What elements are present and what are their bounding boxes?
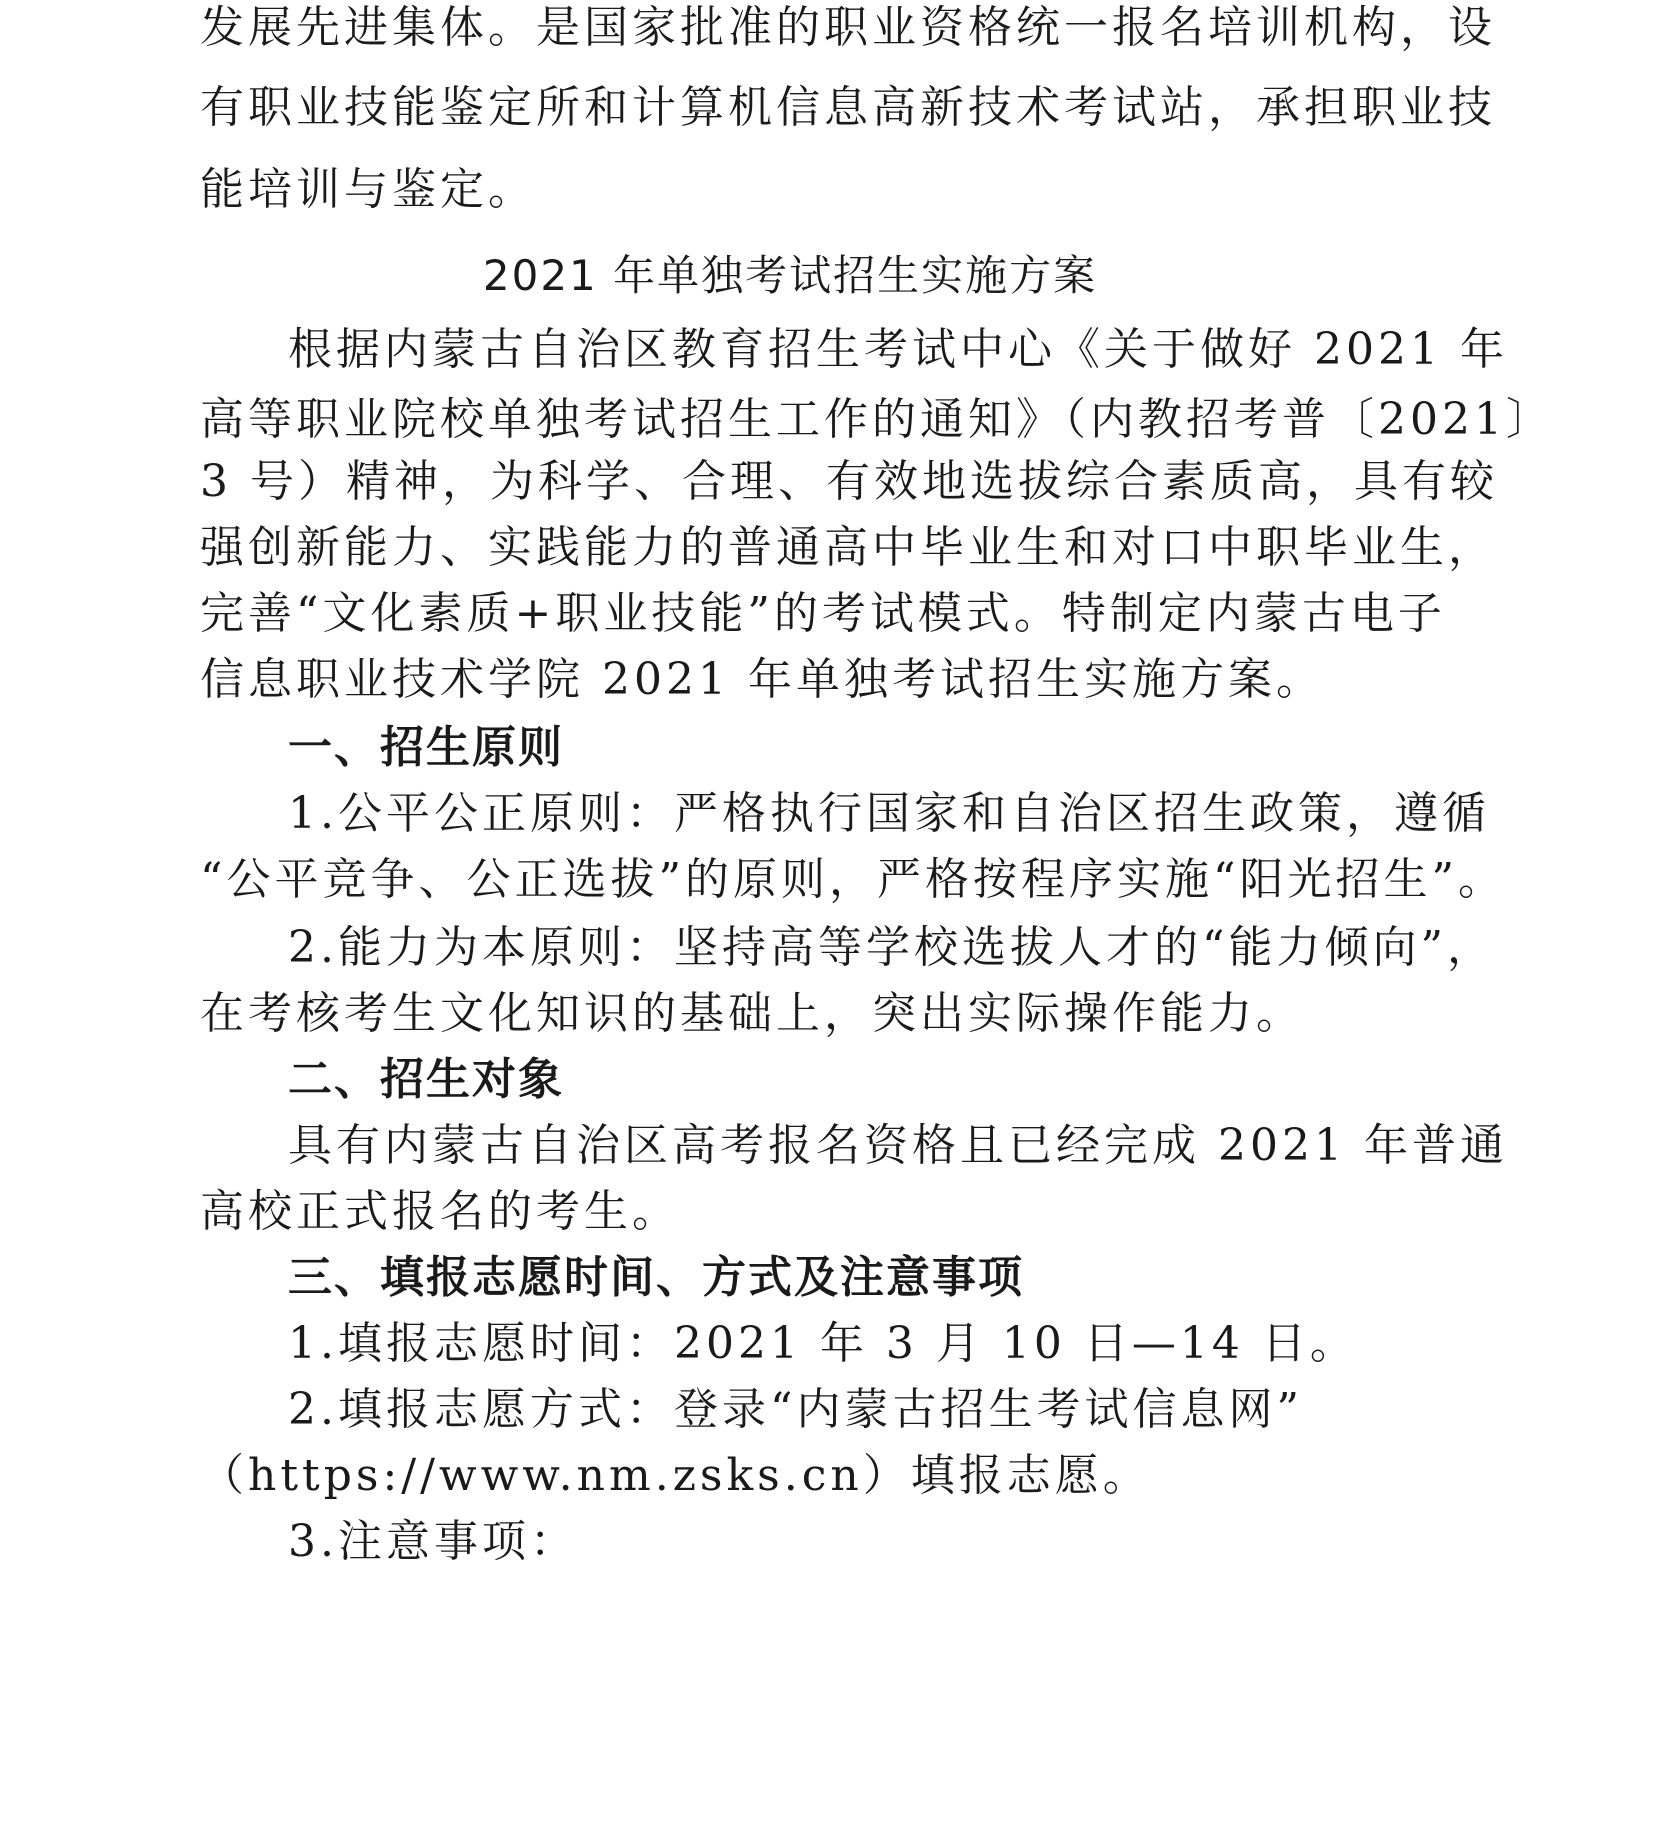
targets-line-2: 高校正式报名的考生。 — [200, 1186, 680, 1237]
section-heading-principles: 一、招生原则 — [288, 722, 564, 773]
principle-2-line-1: 2.能力为本原则：坚持高等学校选拔人才的“能力倾向”， — [288, 922, 1495, 973]
preface-line-4: 强创新能力、实践能力的普通高中毕业生和对口中职毕业生， — [200, 522, 1496, 573]
section-heading-targets: 二、招生对象 — [288, 1054, 564, 1105]
section-heading-application: 三、填报志愿时间、方式及注意事项 — [288, 1252, 1024, 1303]
principle-2-line-2: 在考核考生文化知识的基础上，突出实际操作能力。 — [200, 988, 1304, 1039]
intro-line-2: 有职业技能鉴定所和计算机信息高新技术考试站，承担职业技 — [200, 82, 1496, 133]
document-page — [200, 0, 1554, 1841]
application-item-3: 3.注意事项： — [288, 1516, 578, 1567]
application-item-2-line-1: 2.填报志愿方式：登录“内蒙古招生考试信息网” — [288, 1384, 1303, 1435]
preface-line-3: 3 号）精神，为科学、合理、有效地选拔综合素质高，具有较 — [200, 456, 1498, 507]
application-item-2-line-2: （https://www.nm.zsks.cn）填报志愿。 — [200, 1450, 1151, 1501]
preface-line-2: 高等职业院校单独考试招生工作的通知》（内教招考普〔2021〕 — [200, 394, 1554, 445]
intro-line-3: 能培训与鉴定。 — [200, 164, 536, 215]
preface-line-5: 完善“文化素质+职业技能”的考试模式。特制定内蒙古电子 — [200, 588, 1446, 639]
principle-1-line-2: “公平竞争、公正选拔”的原则，严格按程序实施“阳光招生”。 — [200, 854, 1506, 905]
preface-line-6: 信息职业技术学院 2021 年单独考试招生实施方案。 — [200, 654, 1324, 705]
preface-line-1: 根据内蒙古自治区教育招生考试中心《关于做好 2021 年 — [288, 324, 1508, 375]
intro-line-1: 发展先进集体。是国家批准的职业资格统一报名培训机构，设 — [200, 2, 1496, 53]
principle-1-line-1: 1.公平公正原则：严格执行国家和自治区招生政策，遵循 — [288, 788, 1490, 839]
application-item-1: 1.填报志愿时间：2021 年 3 月 10 日—14 日。 — [288, 1318, 1358, 1369]
document-title: 2021 年单独考试招生实施方案 — [482, 251, 1098, 300]
targets-line-1: 具有内蒙古自治区高考报名资格且已经完成 2021 年普通 — [288, 1120, 1508, 1171]
